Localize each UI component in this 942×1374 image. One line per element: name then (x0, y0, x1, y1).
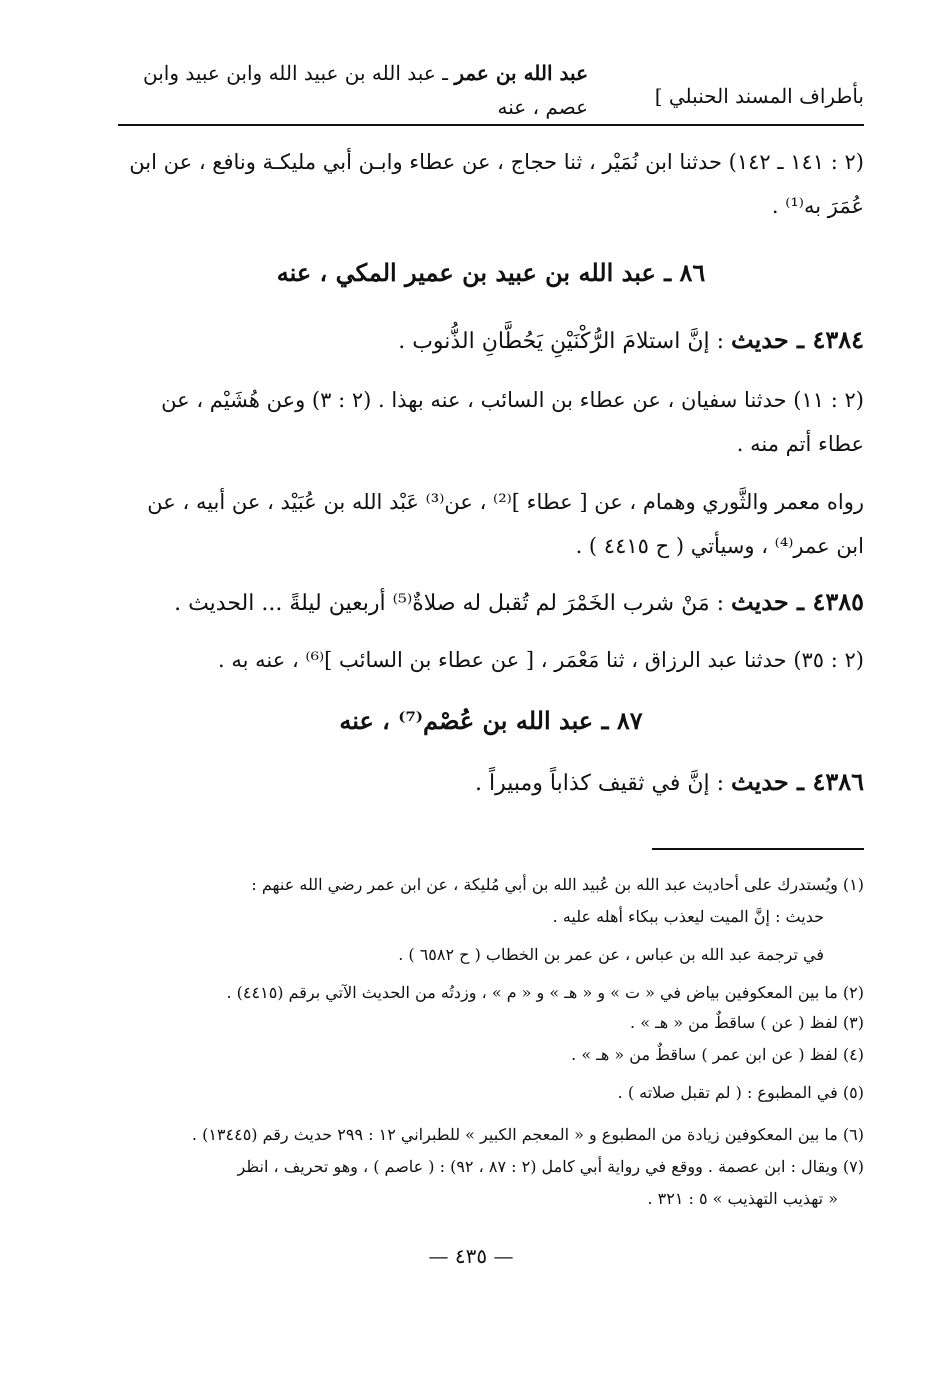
running-header-section (118, 56, 588, 124)
footnote-5: (٥) في المطبوع : ( لم تقبل صلاته ) . (617, 1083, 864, 1102)
page-number: — ٤٣٥ — (428, 1244, 514, 1268)
footnote-3: (٣) لفظ ( عن ) ساقطٌ من « هـ » . (630, 1013, 864, 1032)
paragraph-chain-1: (٢ : ١٤١ ـ ١٤٢) حدثنا ابن نُمَيْر ، ثنا حجاج ، عن عطاء وابـن أبي مليكـة ونافع ، عن ابن عُمَرَ به⁽¹⁾ . (129, 150, 864, 218)
hadith-keyword: ـ حديث (731, 587, 813, 616)
footnote-7-line-1: (٧) ويقال : ابن عصمة . ووقع في رواية أبي كامل (٢ : ٨٧ ، ٩٢) : ( عاصم ) ، وهو تحريف ، انظر (237, 1157, 864, 1176)
hadith-number: ٤٣٨٥ (812, 587, 864, 616)
header-section-line2: عصم ، عنه (497, 95, 588, 119)
paragraph-chain-3: (٢ : ٣٥) حدثنا عبد الرزاق ، ثنا مَعْمَر ، [ عن عطاء بن السائب ]⁽⁶⁾ ، عنه به . (218, 648, 864, 672)
header-rule (118, 124, 864, 126)
section-heading-86: ٨٦ ـ عبد الله بن عبيد بن عمير المكي ، عنه (276, 258, 706, 287)
hadith-number: ٤٣٨٦ (812, 767, 864, 796)
footnote-1-line-2: حديث : إنَّ الميت ليعذب ببكاء أهله عليه . (552, 907, 824, 926)
hadith-keyword: ـ حديث (731, 325, 813, 354)
hadith-4385 (118, 584, 864, 622)
header-section-name: عبد الله بن عمر (454, 61, 588, 85)
footnote-6: (٦) ما بين المعكوفين زيادة من المطبوع و « المعجم الكبير » للطبراني ١٢ : ٢٩٩ حديث رقم (١٣٤٤٥) . (191, 1125, 864, 1144)
hadith-text: : إنَّ في ثقيف كذاباً ومبيراً . (474, 771, 732, 796)
footnote-1-line-1: (١) ويُستدرك على أحاديث عبد الله بن عُبيد الله بن أبي مُليكة ، عن ابن عمر رضي الله عنهم : (251, 875, 864, 894)
footnote-4: (٤) لفظ ( عن ابن عمر ) ساقطٌ من « هـ » . (571, 1045, 864, 1064)
header-section-rest: ـ عبد الله بن عبيد الله وابن عبيد وابن (142, 61, 455, 85)
footnote-separator (652, 848, 864, 850)
paragraph-chain-2: (٢ : ١١) حدثنا سفيان ، عن عطاء بن السائب ، عنه بهذا . (٢ : ٣) وعن هُشَيْم ، عن عطاء أتم منه . (161, 388, 864, 456)
hadith-number: ٤٣٨٤ (812, 325, 864, 354)
paragraph-narrators: رواه معمر والثَّوري وهمام ، عن [ عطاء ]⁽²⁾ ، عن⁽³⁾ عَبْد الله بن عُبَيْد ، عن أبيه ، عن ابن عمر⁽⁴⁾ ، وسيأتي ( ح ٤٤١٥ ) . (147, 490, 864, 558)
footnote-7-line-2: « تهذيب التهذيب » ٥ : ٣٢١ . (647, 1189, 838, 1208)
footnote-2: (٢) ما بين المعكوفين بياض في « ت » و « هـ » و « م » ، وزدتُه من الحديث الآتي برقم (٤٤١٥) . (226, 983, 864, 1002)
hadith-4386 (118, 764, 864, 802)
running-header-book-title: بأطراف المسند الحنبلي ] (654, 84, 864, 108)
hadith-4384 (118, 322, 864, 360)
hadith-text: : مَنْ شرب الخَمْرَ لم تُقبل له صلاةٌ⁽⁵⁾ أربعين ليلةً ... الحديث . (174, 591, 732, 616)
footnote-1-line-3: في ترجمة عبد الله بن عباس ، عن عمر بن الخطاب ( ح ٦٥٨٢ ) . (398, 945, 824, 964)
section-heading-87: ٨٧ ـ عبد الله بن عُصْم⁽⁷⁾ ، عنه (339, 706, 643, 735)
hadith-keyword: ـ حديث (731, 767, 813, 796)
hadith-text: : إنَّ استلامَ الرُّكْنَيْنِ يَحُطَّانِ الذُّنوب . (398, 329, 732, 354)
